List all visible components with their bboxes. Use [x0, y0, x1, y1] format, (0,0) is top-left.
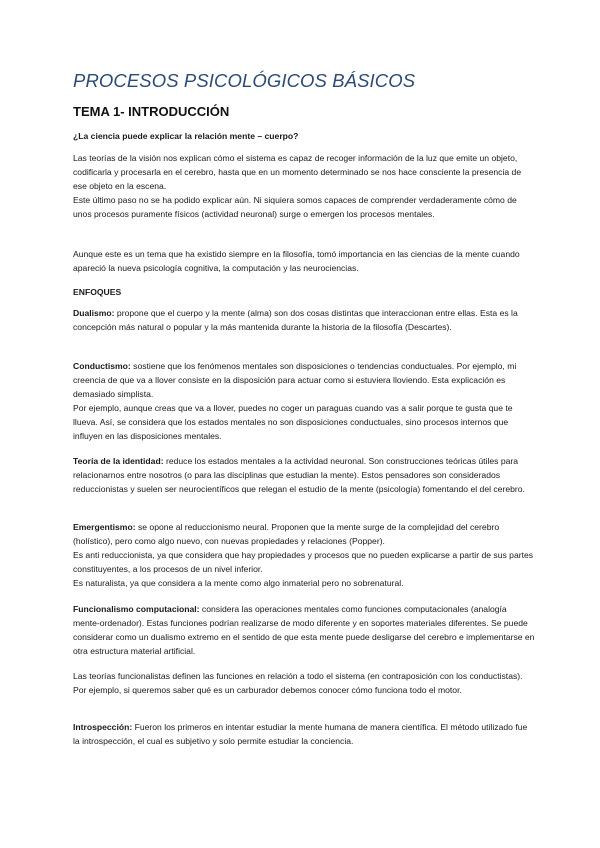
- emergentismo-paragraph-2: Es anti reduccionista, ya que considera que hay propiedades y procesos que no pueden explicarse a partir de sus partes constituyentes, a los procesos de un nivel inferior.: [73, 550, 534, 574]
- emergentismo-text: se opone al reduccionismo neural. Proponen que la mente surge de la complejidad del cerebro (holístico), pero como algo nuevo, con nuevas propiedades y relaciones (Popper).: [73, 522, 500, 546]
- intro-paragraph-3: Aunque este es un tema que ha existido siempre en la filosofía, tomó importancia en las ciencias de la mente cuando apareció la nueva psicología cognitiva, la computación y las neurociencias.: [73, 249, 520, 273]
- conductismo-paragraph-2: Por ejemplo, aunque creas que va a llover, puedes no coger un paraguas cuando vas a salir porque te gusta que te llueva. Así, se considera que los estados mentales no son disposiciones conductuales, sino procesos internos que influyen en las disposiciones mentales.: [73, 403, 513, 441]
- dualismo-paragraph: [73, 306, 535, 334]
- intro-block: [73, 151, 535, 221]
- funcionalismo-paragraph: [73, 602, 535, 658]
- conductismo-paragraph: [73, 359, 535, 401]
- identidad-term: Teoría de la identidad:: [73, 456, 164, 466]
- emergentismo-section: [73, 520, 535, 590]
- document-title: PROCESOS PSICOLÓGICOS BÁSICOS: [73, 70, 416, 91]
- introspeccion-text: Fueron los primeros en intentar estudiar la mente humana de manera científica. El método utilizado fue la introspección, el cual es subjetivo y solo permite estudiar la conciencia.: [73, 722, 528, 746]
- funcionalistas-paragraph: Las teorías funcionalistas definen las funciones en relación a todo el sistema (en contraposición con los conductistas). Por ejemplo, si queremos saber qué es un carburador debemos conocer cómo funciona todo el motor.: [73, 671, 523, 695]
- funcionalismo-text: considera las operaciones mentales como funciones computacionales (analogía mente-ordenador). Estas funciones podrían realizarse de modo diferente y en soportes materiales diferentes. Se puede considerar como un dualismo extremo en el sentido de que esta mente puede desligarse del cerebro e implementarse en otra estructura material artificial.: [73, 604, 535, 656]
- intro-paragraph-1: Las teorías de la visión nos explican cómo el sistema es capaz de recoger información de la luz que emite un objeto, codificarla y procesarla en el cerebro, hasta que en un momento determinado se nos hace consciente la presencia de ese objeto en la escena.: [73, 153, 522, 191]
- question-paragraph: [73, 129, 535, 143]
- identidad-paragraph: [73, 454, 535, 496]
- funcionalistas-section: [73, 669, 535, 697]
- funcionalismo-term: Funcionalismo computacional:: [73, 604, 200, 614]
- dualismo-text: propone que el cuerpo y la mente (alma) son dos cosas distintas que interaccionan entre ellas. Esta es la concepción más natural o popular y la más mantenida durante la historia de la filosofía (Descartes).: [73, 308, 518, 332]
- emergentismo-paragraph-3: Es naturalista, ya que considera a la mente como algo inmaterial pero no sobrenatural.: [73, 578, 404, 588]
- enfoques-heading: ENFOQUES: [73, 287, 122, 297]
- introspeccion-term: Introspección:: [73, 722, 133, 732]
- identidad-section: [73, 454, 535, 496]
- introspeccion-section: [73, 720, 535, 748]
- enfoques-block: [73, 285, 535, 299]
- introspeccion-paragraph: [73, 720, 535, 748]
- intro-block-2: [73, 247, 535, 275]
- dualismo-section: [73, 306, 535, 334]
- conductismo-term: Conductismo:: [73, 361, 131, 371]
- question-text: ¿La ciencia puede explicar la relación mente – cuerpo?: [73, 131, 299, 141]
- section-heading: TEMA 1- INTRODUCCIÓN: [73, 104, 230, 119]
- emergentismo-paragraph: [73, 520, 535, 548]
- conductismo-section: [73, 359, 535, 443]
- funcionalismo-section: [73, 602, 535, 658]
- emergentismo-term: Emergentismo:: [73, 522, 136, 532]
- conductismo-text: sostiene que los fenómenos mentales son disposiciones o tendencias conductuales. Por ejemplo, mi creencia de que va a llover consiste en la disposición para actuar como si estuviera lloviendo. Esta explicación es demasiado simplista.: [73, 361, 517, 399]
- intro-paragraph-2: Este último paso no se ha podido explicar aún. Ni siquiera somos capaces de comprender verdaderamente cómo de unos procesos puramente físicos (actividad neuronal) surge o emergen los procesos mentales.: [73, 195, 517, 219]
- dualismo-term: Dualismo:: [73, 308, 115, 318]
- identidad-text: reduce los estados mentales a la actividad neuronal. Son construcciones teóricas útiles para relacionarnos entre nosotros (o para las disciplinas que estudian la mente). Estos pensadores son considerados reduccionistas y suelen ser neurocientíficos que relegan el estudio de la mente (psicología) fomentando el del cerebro.: [73, 456, 525, 494]
